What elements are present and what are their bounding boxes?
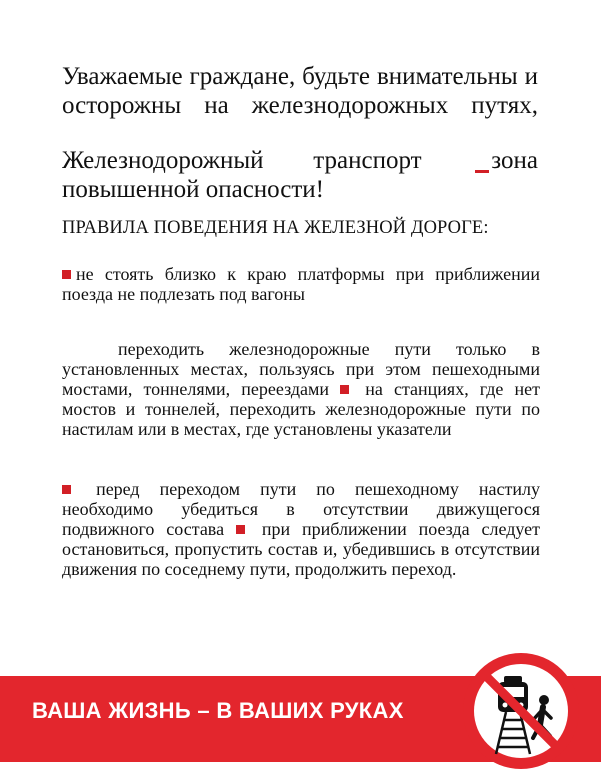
rule-crossing-text-a: переходить железнодорожные пути только в установленных местах, пользуясь при этом пешеходными мостами, тоннелями, переездами	[62, 339, 540, 399]
rule-platform-text: не стоять близко к краю платформы при приближении поезда не подлезать под вагоны	[62, 264, 540, 304]
rule-crossing-text-b: на станциях, где нет мостов и тоннелей, переходить железнодорожные пути по настилам или в местах, где установлены указатели	[62, 379, 541, 439]
rules-title: ПРАВИЛА ПОВЕДЕНИЯ НА ЖЕЛЕЗНОЙ ДОРОГЕ:	[62, 218, 489, 238]
slogan: ВАША ЖИЗНЬ – В ВАШИХ РУКАХ	[32, 698, 404, 723]
danger-heading-part2: зона повышенной опасности!	[62, 147, 538, 203]
red-square-icon	[62, 270, 71, 279]
rule-platform	[62, 264, 540, 304]
danger-heading	[62, 146, 538, 204]
red-square-icon	[340, 385, 349, 394]
red-dash-icon	[475, 170, 489, 173]
rule-walkway-text-b: при приближении поезда следует остановиться, пропустить состав и, убедившись в отсутствии движения по соседнему пути, продолжить переход.	[62, 519, 541, 579]
danger-heading-part1: Железнодорожный транспорт	[62, 147, 422, 174]
rule-crossing	[62, 339, 540, 439]
rule-walkway	[62, 479, 540, 579]
rule-walkway-text-a: перед переходом пути по пешеходному настилу необходимо убедиться в отсутствии движущегося подвижного состава	[62, 479, 540, 539]
no-walking-on-tracks-sign-icon	[460, 650, 582, 772]
red-square-icon	[62, 485, 71, 494]
greeting-heading: Уважаемые граждане, будьте внимательны и осторожны на железнодорожных путях,	[62, 63, 538, 119]
red-square-icon	[236, 525, 245, 534]
